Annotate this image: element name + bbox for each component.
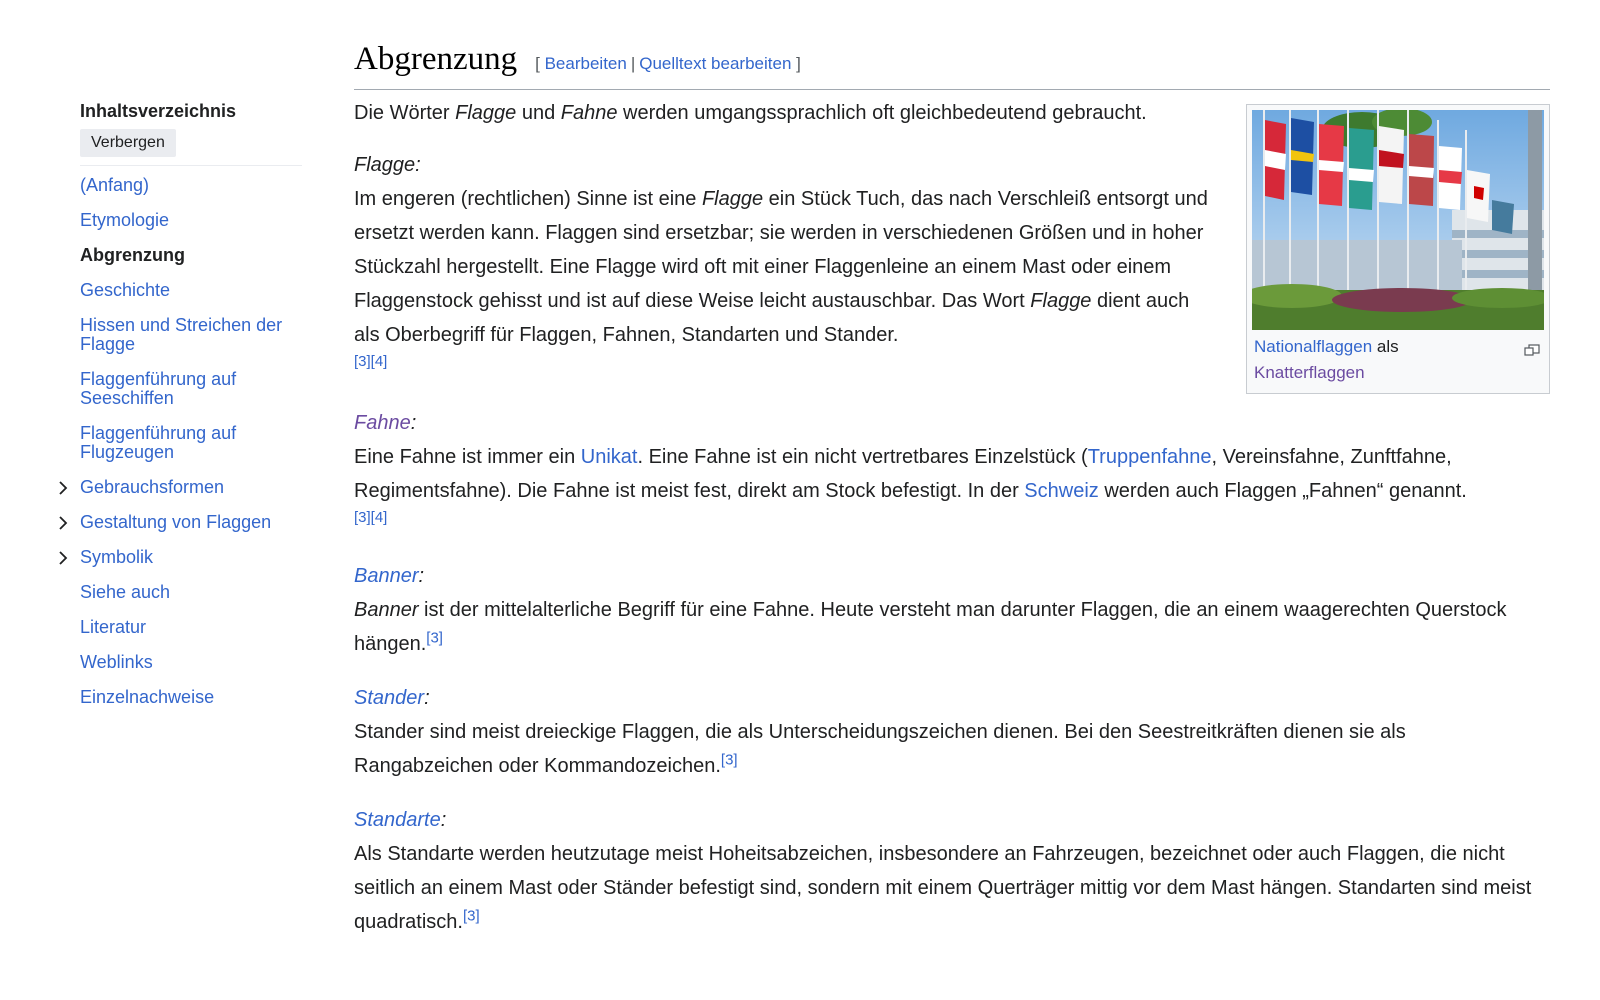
- toc-link[interactable]: Einzelnachweise: [80, 687, 215, 707]
- link-truppenfahne[interactable]: Truppenfahne: [1087, 446, 1212, 468]
- emphasis: Flagge: [1030, 290, 1092, 312]
- toc-item-hissen[interactable]: [80, 316, 302, 354]
- text-run: , Vereinsfahne, Zunftfahne, Regimentsfahne). Die Fahne ist meist fest, direkt am Stock befestigt. In der: [354, 446, 1452, 502]
- flags-photo[interactable]: [1252, 110, 1544, 330]
- toc-link[interactable]: (Anfang): [80, 175, 150, 195]
- chevron-right-icon[interactable]: [56, 478, 70, 497]
- standarte-paragraph: [354, 837, 1550, 939]
- toc-link[interactable]: Flaggenführung auf Flugzeugen: [80, 423, 237, 462]
- figure-thumbnail: [1246, 104, 1550, 394]
- banner-paragraph: [354, 593, 1550, 661]
- text-run: Stander sind meist dreieckige Flaggen, die als Unterscheidungszeichen dienen. Bei den Seestreitkräften dienen sie als Rangabzeichen oder Kommandozeichen.: [354, 721, 1406, 777]
- colon: :: [418, 565, 425, 587]
- term-link-stander[interactable]: Stander: [354, 687, 425, 709]
- term-flagge: Flagge:: [354, 154, 421, 176]
- term-standarte: [354, 803, 1550, 837]
- emphasis: Flagge: [701, 188, 764, 210]
- toc-link-active[interactable]: Abgrenzung: [80, 245, 185, 265]
- text-run: Als Standarte werden heutzutage meist Hoheitsabzeichen, insbesondere an Fahrzeugen, bezeichnet oder auch Flaggen, die nicht seitlich an einem Mast oder Ständer befestigt sind, sondern mit einem Querträger mittig vor dem Mast hängen. Standarten sind meist quadratisch.: [354, 843, 1532, 933]
- toc-link[interactable]: Hissen und Streichen der Flagge: [80, 315, 283, 354]
- toc-link[interactable]: Siehe auch: [80, 582, 171, 602]
- toc-link[interactable]: Literatur: [80, 617, 147, 637]
- emphasis: Flagge: [455, 102, 517, 124]
- definition-stander: [354, 681, 1550, 783]
- caption-link-knatterflaggen[interactable]: Knatterflaggen: [1254, 363, 1365, 382]
- chevron-right-icon[interactable]: [56, 548, 70, 567]
- toc-item-weblinks[interactable]: [80, 653, 302, 672]
- reference-link[interactable]: [3]: [462, 907, 480, 925]
- toc-link[interactable]: Flaggenführung auf Seeschiffen: [80, 369, 237, 408]
- figure-caption: [1252, 330, 1544, 388]
- edit-separator: |: [630, 54, 636, 73]
- colon: :: [410, 412, 417, 434]
- caption-link-nationalflaggen[interactable]: Nationalflaggen: [1254, 337, 1373, 356]
- definition-standarte: [354, 803, 1550, 939]
- toc-item-literatur[interactable]: [80, 618, 302, 637]
- toc-item-symbolik[interactable]: [80, 548, 302, 567]
- toc-list: [80, 176, 302, 707]
- fahne-paragraph: [354, 440, 1550, 508]
- term-stander: [354, 681, 1550, 715]
- toc-title: Inhaltsverzeichnis: [80, 101, 237, 121]
- caption-text: als: [1372, 337, 1399, 356]
- text-run: ein Stück Tuch, das nach Verschleiß entsorgt und ersetzt werden kann. Flaggen sind ersetzbar; sie werden in verschiedenen Größen und in hoher Stückzahl hergestellt. Eine Flagge wird oft mit einer Flaggenleine an einem Mast oder einem Flaggenstock gehisst und ist auf diese Weise leicht austauschbar. Das Wort: [354, 188, 1208, 312]
- toc-divider: [80, 165, 302, 166]
- table-of-contents: [80, 98, 302, 723]
- section-title: Abgrenzung: [354, 41, 518, 77]
- toc-item-etymologie[interactable]: [80, 211, 302, 230]
- colon: :: [440, 809, 447, 831]
- emphasis: Fahne: [560, 102, 618, 124]
- toc-link[interactable]: Weblinks: [80, 652, 153, 672]
- link-unikat[interactable]: Unikat: [580, 446, 638, 468]
- toc-link[interactable]: Symbolik: [80, 547, 154, 567]
- edit-link[interactable]: Bearbeiten: [544, 54, 627, 73]
- term-fahne: [354, 406, 1550, 440]
- text-run: werden auch Flaggen „Fahnen“ genannt.: [1098, 480, 1467, 502]
- toc-item-anfang[interactable]: [80, 176, 302, 195]
- chevron-right-icon[interactable]: [56, 513, 70, 532]
- text-run: ist der mittelalterliche Begriff für eine Fahne. Heute versteht man darunter Flaggen, die an einem waagerechten Querstock hängen.: [354, 599, 1507, 655]
- toc-link[interactable]: Gestaltung von Flaggen: [80, 512, 272, 532]
- text-run: werden umgangssprachlich oft gleichbedeutend gebraucht.: [617, 102, 1147, 124]
- link-schweiz[interactable]: Schweiz: [1024, 480, 1099, 502]
- edit-bracket-close: ]: [796, 54, 801, 73]
- text-run: dient auch als Oberbegriff für Flaggen, Fahnen, Standarten und Stander.: [354, 290, 1190, 346]
- term-link-banner[interactable]: Banner: [354, 565, 419, 587]
- reference-link[interactable]: [3]: [426, 629, 443, 647]
- toc-item-einzelnachweise[interactable]: [80, 688, 302, 707]
- text-run: . Eine Fahne ist ein nicht vertretbares Einzelstück (: [637, 446, 1088, 468]
- edit-bracket-open: [: [535, 54, 540, 73]
- reference-links[interactable]: [3][4]: [354, 509, 388, 526]
- stander-paragraph: [354, 715, 1550, 783]
- definition-fahne: [354, 406, 1550, 527]
- emphasis: Banner: [354, 599, 419, 621]
- term-banner: [354, 559, 1550, 593]
- toc-item-seeschiffen[interactable]: [80, 370, 302, 408]
- toc-item-gestaltung[interactable]: [80, 513, 302, 532]
- enlarge-icon[interactable]: [1524, 338, 1540, 364]
- definition-banner: [354, 559, 1550, 661]
- reference-links[interactable]: [3][4]: [354, 353, 388, 370]
- text-run: Im engeren (rechtlichen) Sinne ist eine: [354, 188, 702, 210]
- toc-item-abgrenzung[interactable]: [80, 246, 302, 265]
- section-heading: [354, 38, 1550, 90]
- term-link-fahne[interactable]: Fahne: [354, 412, 411, 434]
- text-run: Eine Fahne ist immer ein: [354, 446, 581, 468]
- article-content: [354, 38, 1550, 957]
- toc-link[interactable]: Gebrauchsformen: [80, 477, 225, 497]
- text-run: und: [516, 102, 561, 124]
- edit-source-link[interactable]: Quelltext bearbeiten: [639, 54, 792, 73]
- toc-item-geschichte[interactable]: [80, 281, 302, 300]
- toc-item-flugzeugen[interactable]: [80, 424, 302, 462]
- toc-hide-button[interactable]: Verbergen: [80, 129, 176, 157]
- toc-item-gebrauchsformen[interactable]: [80, 478, 302, 497]
- edit-section-links: [535, 54, 801, 74]
- toc-link[interactable]: Etymologie: [80, 210, 170, 230]
- colon: :: [424, 687, 430, 709]
- toc-link[interactable]: Geschichte: [80, 280, 171, 300]
- term-link-standarte[interactable]: Standarte: [354, 809, 441, 831]
- reference-link[interactable]: [3]: [720, 751, 738, 769]
- toc-item-siehe-auch[interactable]: [80, 583, 302, 602]
- text-run: Die Wörter: [354, 102, 456, 124]
